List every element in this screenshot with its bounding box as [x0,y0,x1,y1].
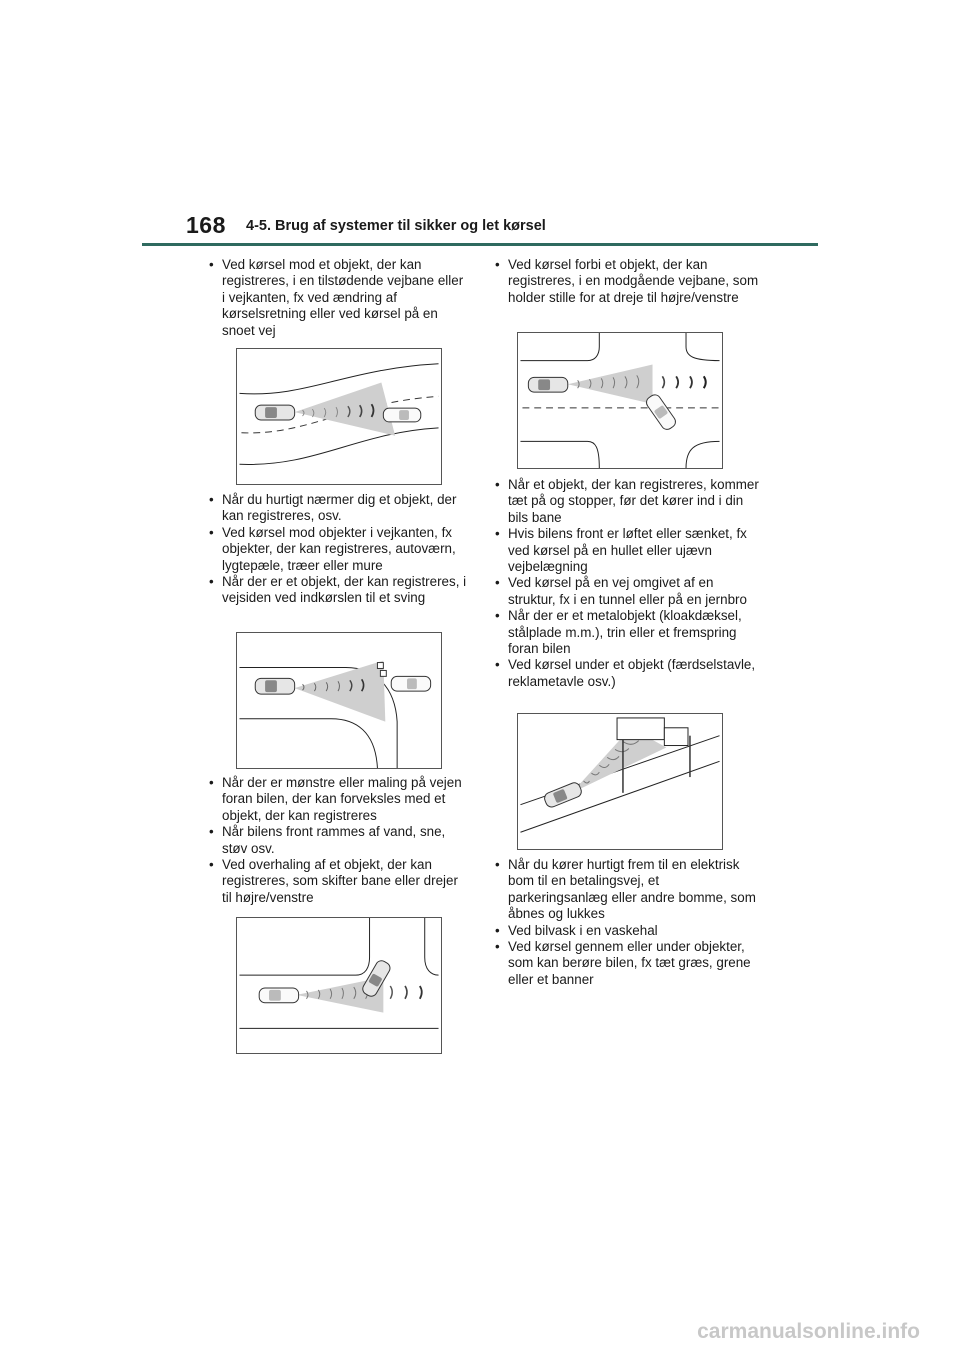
list-item: • Ved kørsel under et objekt (færdselstavle, reklametavle osv.) [492,657,762,690]
list-item: • Ved kørsel gennem eller under objekter, som kan berøre bilen, fx tæt græs, grene eller et banner [492,939,762,988]
list-item: • Ved kørsel på en vej omgivet af en struktur, fx i en tunnel eller på en jernbro [492,575,762,608]
right-bullets-2 [492,477,762,690]
list-item: • Ved kørsel forbi et objekt, der kan registreres, i en modgående vejbane, som holder stille for at dreje til højre/venstre [492,257,762,306]
list-item: • Når et objekt, der kan registreres, kommer tæt på og stopper, før det kører ind i din bils bane [492,477,762,526]
figure-curved-road [236,348,442,485]
list-item: • Ved kørsel mod et objekt, der kan registreres, i en tilstødende vejbane eller i vejkanten, fx ved ændring af kørselsretning eller ved kørsel på en snoet vej [206,257,468,339]
list-item: • Når der er et objekt, der kan registreres, i vejsiden ved indkørslen til et sving [206,574,468,607]
figure-overhead-sign [517,713,723,850]
section-title: 4-5. Brug af systemer til sikker og let kørsel [246,218,546,234]
left-bullets-1 [206,257,468,339]
figure-intersection-turn [236,917,442,1054]
left-bullets-3 [206,775,468,906]
list-item: • Når du hurtigt nærmer dig et objekt, der kan registreres, osv. [206,492,468,525]
right-bullets-3 [492,857,762,988]
list-item: • Hvis bilens front er løftet eller sænket, fx ved kørsel på en hullet eller ujævn vejbelægning [492,526,762,575]
page-number: 168 [186,212,226,238]
list-item: • Når der er mønstre eller maling på vejen foran bilen, der kan forveksles med et objekt, der kan registreres [206,775,468,824]
figure-road-curve-objects [236,632,442,769]
list-item: • Når du kører hurtigt frem til en elektrisk bom til en betalingsvej, et parkeringsanlæg eller andre bomme, som åbnes og lukkes [492,857,762,923]
list-item: • Når der er et metalobjekt (kloakdæksel, stålplade m.m.), trin eller et fremspring foran bilen [492,608,762,657]
list-item: • Ved overhaling af et objekt, der kan registreres, som skifter bane eller drejer til højre/venstre [206,857,468,906]
list-item: • Ved bilvask i en vaskehal [492,923,762,939]
right-bullets-1 [492,257,762,306]
list-item: • Når bilens front rammes af vand, sne, støv osv. [206,824,468,857]
list-item: • Ved kørsel mod objekter i vejkanten, fx objekter, der kan registreres, autoværn, lygtepæle, træer eller mure [206,525,468,574]
watermark: carmanualsonline.info [697,1320,920,1343]
left-bullets-2 [206,492,468,607]
header-rule [142,243,818,246]
figure-oncoming-turn [517,332,723,469]
